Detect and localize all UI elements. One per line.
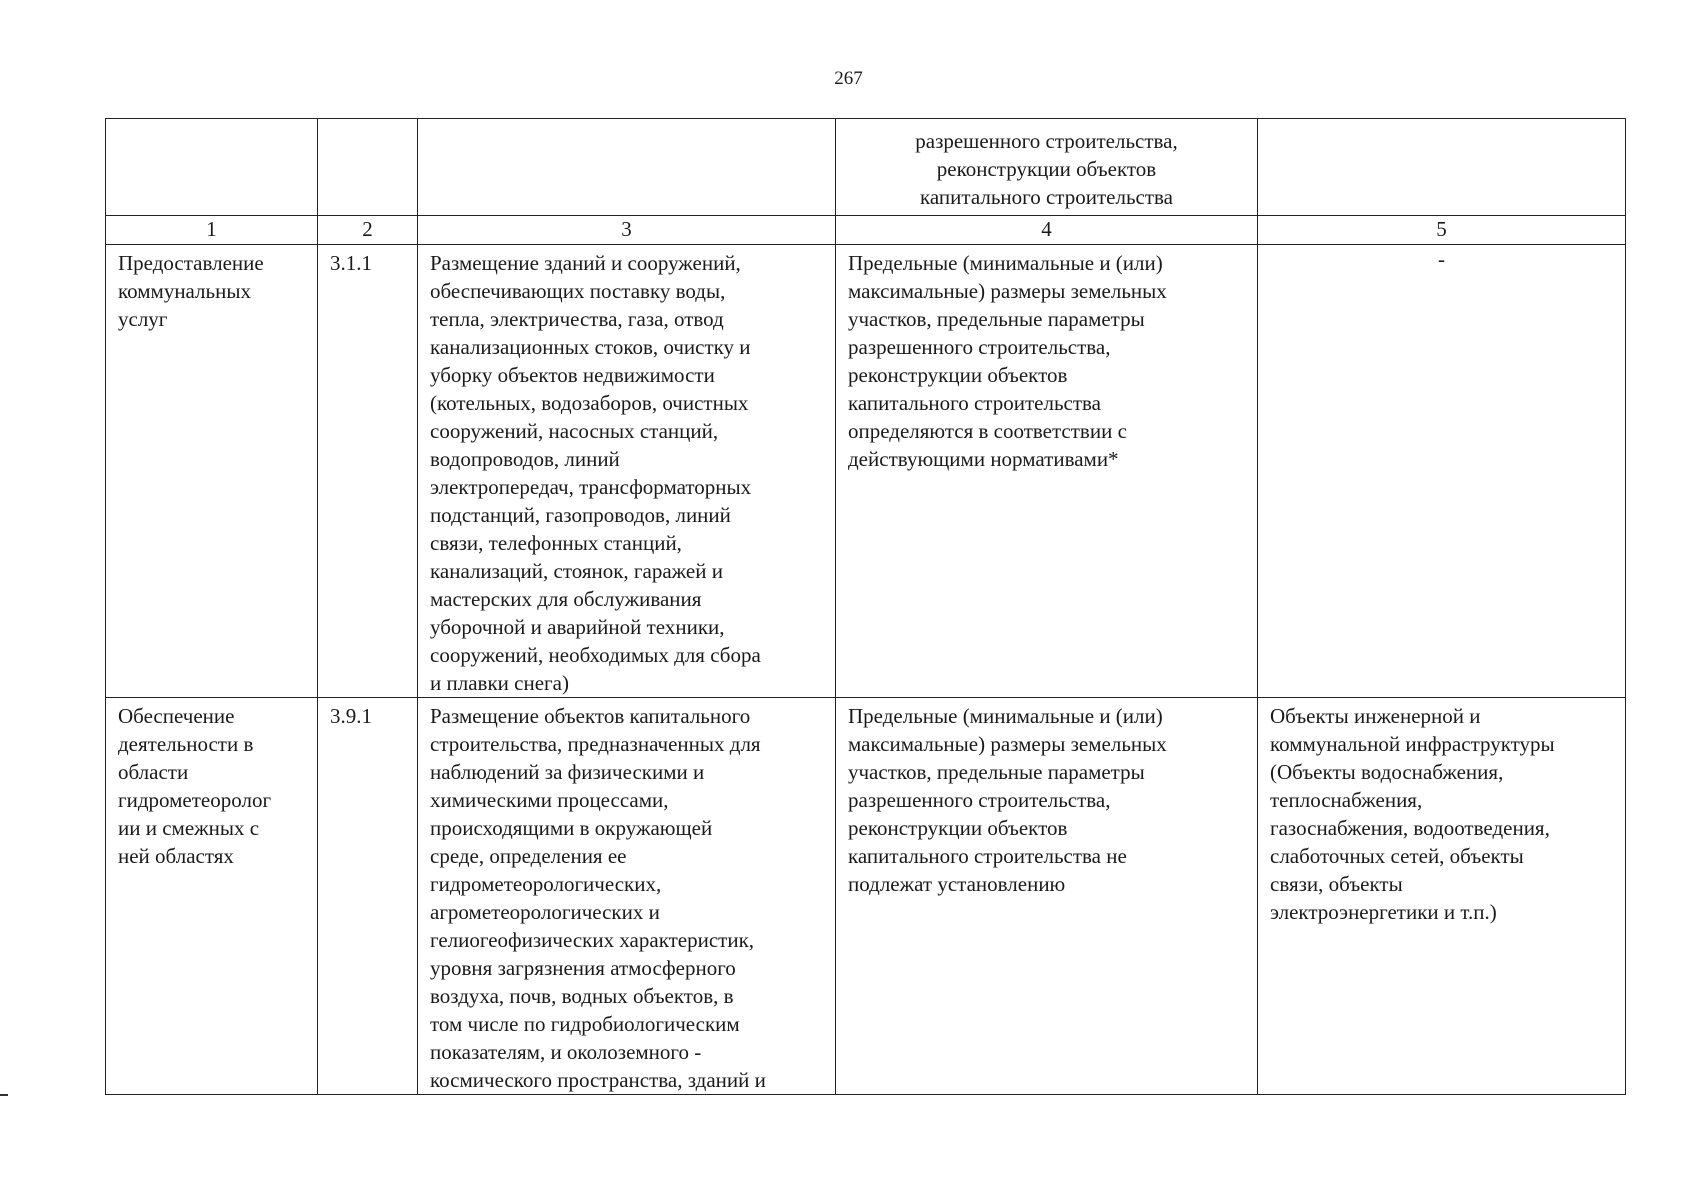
continuation-cell-4 — [836, 119, 1258, 216]
land-use-code-cell — [318, 698, 418, 1095]
land-use-description-cell — [418, 245, 836, 698]
land-use-name-cell — [106, 245, 318, 698]
land-use-code: 3.1.1 — [330, 251, 372, 275]
table-row — [106, 698, 1626, 1095]
continuation-cell-1 — [106, 119, 318, 216]
limit-parameters: Предельные (минимальные и (или) максимальные) размеры земельных участков, предельные параметры разрешенного строительства, реконструкции объектов капитального строительства не подлежат установлению — [848, 704, 1167, 896]
permitted-objects: Объекты инженерной и коммунальной инфраструктуры (Объекты водоснабжения, теплоснабжения, газоснабжения, водоотведения, слаботочных сетей, объекты связи, объекты электроэнергетики и т.п.) — [1270, 704, 1555, 924]
land-use-name: Предоставление коммунальных услуг — [118, 251, 264, 331]
land-use-name-cell — [106, 698, 318, 1095]
land-use-description: Размещение зданий и сооружений, обеспечивающих поставку воды, тепла, электричества, газа, отвод канализационных стоков, очистку и уборку объектов недвижимости (котельных, водозаборов, очистных сооружений, насосных станций, водопроводов, линий электропередач, трансформаторных подстанций, газопроводов, линий связи, телефонных станций, канализаций, стоянок, гаражей и мастерских для обслуживания уборочной и аварийной техники, сооружений, необходимых для сбора и плавки снега) — [430, 251, 761, 695]
limit-parameters: Предельные (минимальные и (или) максимальные) размеры земельных участков, предельные параметры разрешенного строительства, реконструкции объектов капитального строительства определяются в соответствии с действующими нормативами* — [848, 251, 1167, 471]
objects-cell — [1258, 245, 1626, 698]
land-use-code: 3.9.1 — [330, 704, 372, 728]
column-number-1: 1 — [106, 216, 318, 245]
land-use-name: Обеспечение деятельности в области гидрометеоролог ии и смежных с ней областях — [118, 704, 272, 868]
continuation-text: разрешенного строительства, реконструкции объектов капитального строительства — [915, 129, 1178, 209]
objects-cell — [1258, 698, 1626, 1095]
land-use-description-cell — [418, 698, 836, 1095]
column-number-2: 2 — [318, 216, 418, 245]
objects-dash: - — [1438, 247, 1445, 271]
land-use-code-cell — [318, 245, 418, 698]
land-use-description: Размещение объектов капитального строительства, предназначенных для наблюдений за физическими и химическими процессами, происходящими в окружающей среде, определения ее гидрометеорологических, агрометеорологических и гелиогеофизических характеристик, уровня загрязнения атмосферного воздуха, почв, водных объектов, в том числе по гидробиологическим показателям, и околоземного - космического пространства, зданий и — [430, 704, 766, 1092]
parameters-cell — [836, 698, 1258, 1095]
continuation-cell-2 — [318, 119, 418, 216]
parameters-cell — [836, 245, 1258, 698]
zoning-regulations-table — [105, 118, 1626, 1095]
column-number-3: 3 — [418, 216, 836, 245]
continuation-cell-5 — [1258, 119, 1626, 216]
continuation-row — [106, 119, 1626, 216]
column-number-row — [106, 216, 1626, 245]
continuation-cell-3 — [418, 119, 836, 216]
column-number-5: 5 — [1258, 216, 1626, 245]
page-number: 267 — [834, 68, 863, 89]
column-number-4: 4 — [836, 216, 1258, 245]
margin-mark — [0, 1094, 8, 1096]
table-row — [106, 245, 1626, 698]
